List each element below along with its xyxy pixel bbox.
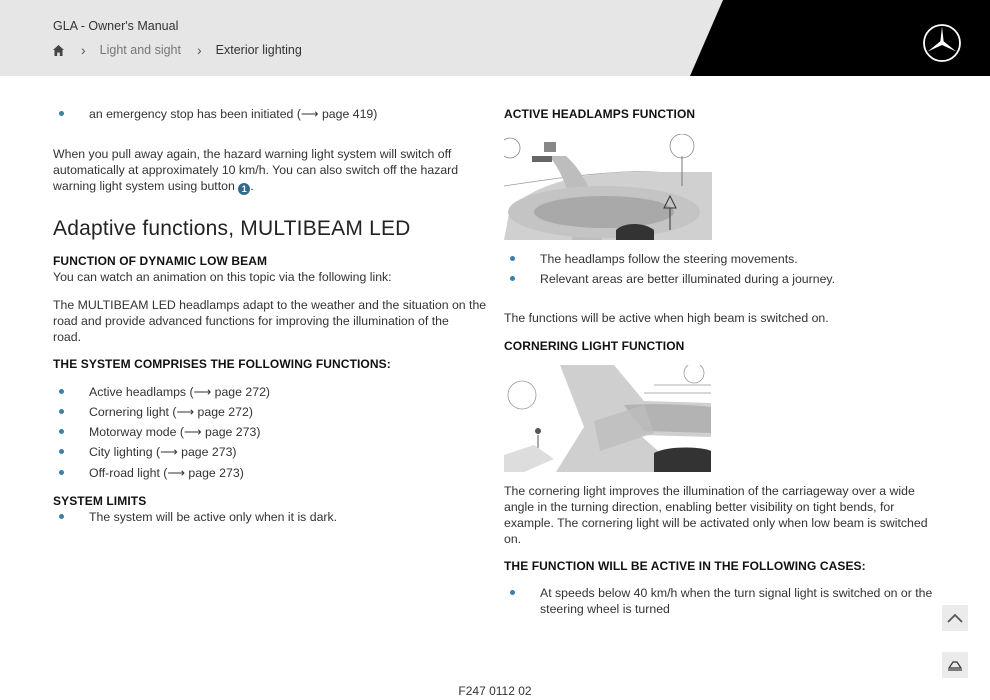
function-link[interactable]: Active headlamps (⟶ page 272) (89, 385, 271, 399)
subsection-title: FUNCTION OF DYNAMIC LOW BEAM (53, 254, 268, 268)
paragraph-line: warning light system using button 1 . (53, 179, 254, 194)
list-item (53, 465, 244, 481)
list-item (504, 251, 798, 267)
active-note: The functions will be active when high beam is switched on. (504, 311, 829, 325)
figure-code: F247 0112 02 (458, 684, 532, 698)
bullet-icon (59, 389, 64, 394)
list-item (504, 271, 835, 287)
subsection-title: ACTIVE HEADLAMPS FUNCTION (504, 107, 696, 121)
shortcut-button[interactable] (942, 652, 968, 678)
active-headlamps-illustration (504, 134, 712, 240)
list-item (53, 384, 270, 400)
header-bar (0, 0, 990, 76)
paragraph-line-text: warning light system using button (53, 179, 235, 193)
subsection-title: CORNERING LIGHT FUNCTION (504, 339, 685, 353)
paragraph-line: The cornering light improves the illumination of the carriageway over a wide (504, 484, 915, 498)
chevron-right-icon: › (196, 42, 202, 58)
app-title: GLA - Owner's Manual (53, 19, 179, 33)
subsection-title: THE SYSTEM COMPRISES THE FOLLOWING FUNCTIONS: (53, 357, 391, 371)
paragraph-line: road and provide advanced functions for improving the illumination of the (53, 314, 449, 328)
list-item (504, 585, 932, 617)
subsection-title: SYSTEM LIMITS (53, 494, 147, 508)
function-link[interactable]: Cornering light (⟶ page 272) (89, 405, 253, 419)
scroll-to-top-button[interactable] (942, 605, 968, 631)
function-link[interactable]: Motorway mode (⟶ page 273) (89, 425, 261, 439)
list-item (53, 509, 337, 525)
animation-link-text[interactable]: You can watch an animation on this topic via the following link: (53, 270, 392, 284)
home-icon[interactable] (52, 44, 65, 57)
chevron-up-icon (947, 613, 963, 623)
paragraph-line: example. The cornering light will be activated only when low beam is switched (504, 516, 928, 530)
bullet-icon (59, 470, 64, 475)
list-item-line: steering wheel is turned (540, 602, 670, 616)
breadcrumb (52, 42, 302, 58)
paragraph-line: When you pull away again, the hazard warning light system will switch off (53, 147, 452, 161)
bullet-icon (59, 514, 64, 519)
mercedes-star-logo[interactable] (922, 23, 962, 63)
chevron-right-icon: › (81, 42, 86, 58)
bullet-icon (510, 256, 515, 261)
paragraph-line: road. (53, 330, 82, 344)
list-item-text: Relevant areas are better illuminated during a journey. (540, 272, 836, 286)
bullet-icon (59, 429, 64, 434)
bullet-icon (510, 276, 515, 281)
section-heading: Adaptive functions, MULTIBEAM LED (53, 217, 411, 240)
breadcrumb-item-light-and-sight[interactable]: Light and sight (99, 43, 181, 57)
paragraph-line: The MULTIBEAM LED headlamps adapt to the weather and the situation on the (53, 298, 487, 312)
info-button-icon: 1 (238, 183, 250, 195)
cornering-paragraph (504, 483, 928, 547)
bullet-icon (59, 409, 64, 414)
breadcrumb-item-exterior-lighting[interactable]: Exterior lighting (215, 43, 302, 57)
cornering-light-illustration (504, 365, 711, 472)
paragraph-line: on. (504, 532, 522, 546)
list-item-line: At speeds below 40 km/h when the turn signal light is switched on or the (540, 586, 933, 600)
subsection-title: THE FUNCTION WILL BE ACTIVE IN THE FOLLOWING CASES: (504, 559, 866, 573)
list-item-text (540, 585, 932, 617)
bullet-icon (59, 111, 64, 116)
car-lights-icon (947, 659, 963, 671)
bullet-icon (510, 590, 515, 595)
function-link[interactable]: Off-road light (⟶ page 273) (89, 466, 244, 480)
list-item (53, 106, 377, 122)
list-item-text: The system will be active only when it is dark. (89, 510, 338, 524)
multibeam-paragraph (53, 297, 486, 345)
bullet-icon (59, 449, 64, 454)
list-item-text: The headlamps follow the steering movements. (540, 252, 798, 266)
function-link[interactable]: City lighting (⟶ page 273) (89, 445, 237, 459)
hazard-paragraph (53, 146, 458, 195)
list-item (53, 404, 253, 420)
list-item-text[interactable]: an emergency stop has been initiated (⟶ page 419) (89, 107, 378, 121)
paragraph-line: automatically at approximately 10 km/h. You can also switch off the hazard (53, 163, 459, 177)
paragraph-line: angle in the turning direction, enabling better visibility on tight bends, for (504, 500, 895, 514)
list-item (53, 424, 260, 440)
list-item (53, 444, 237, 460)
